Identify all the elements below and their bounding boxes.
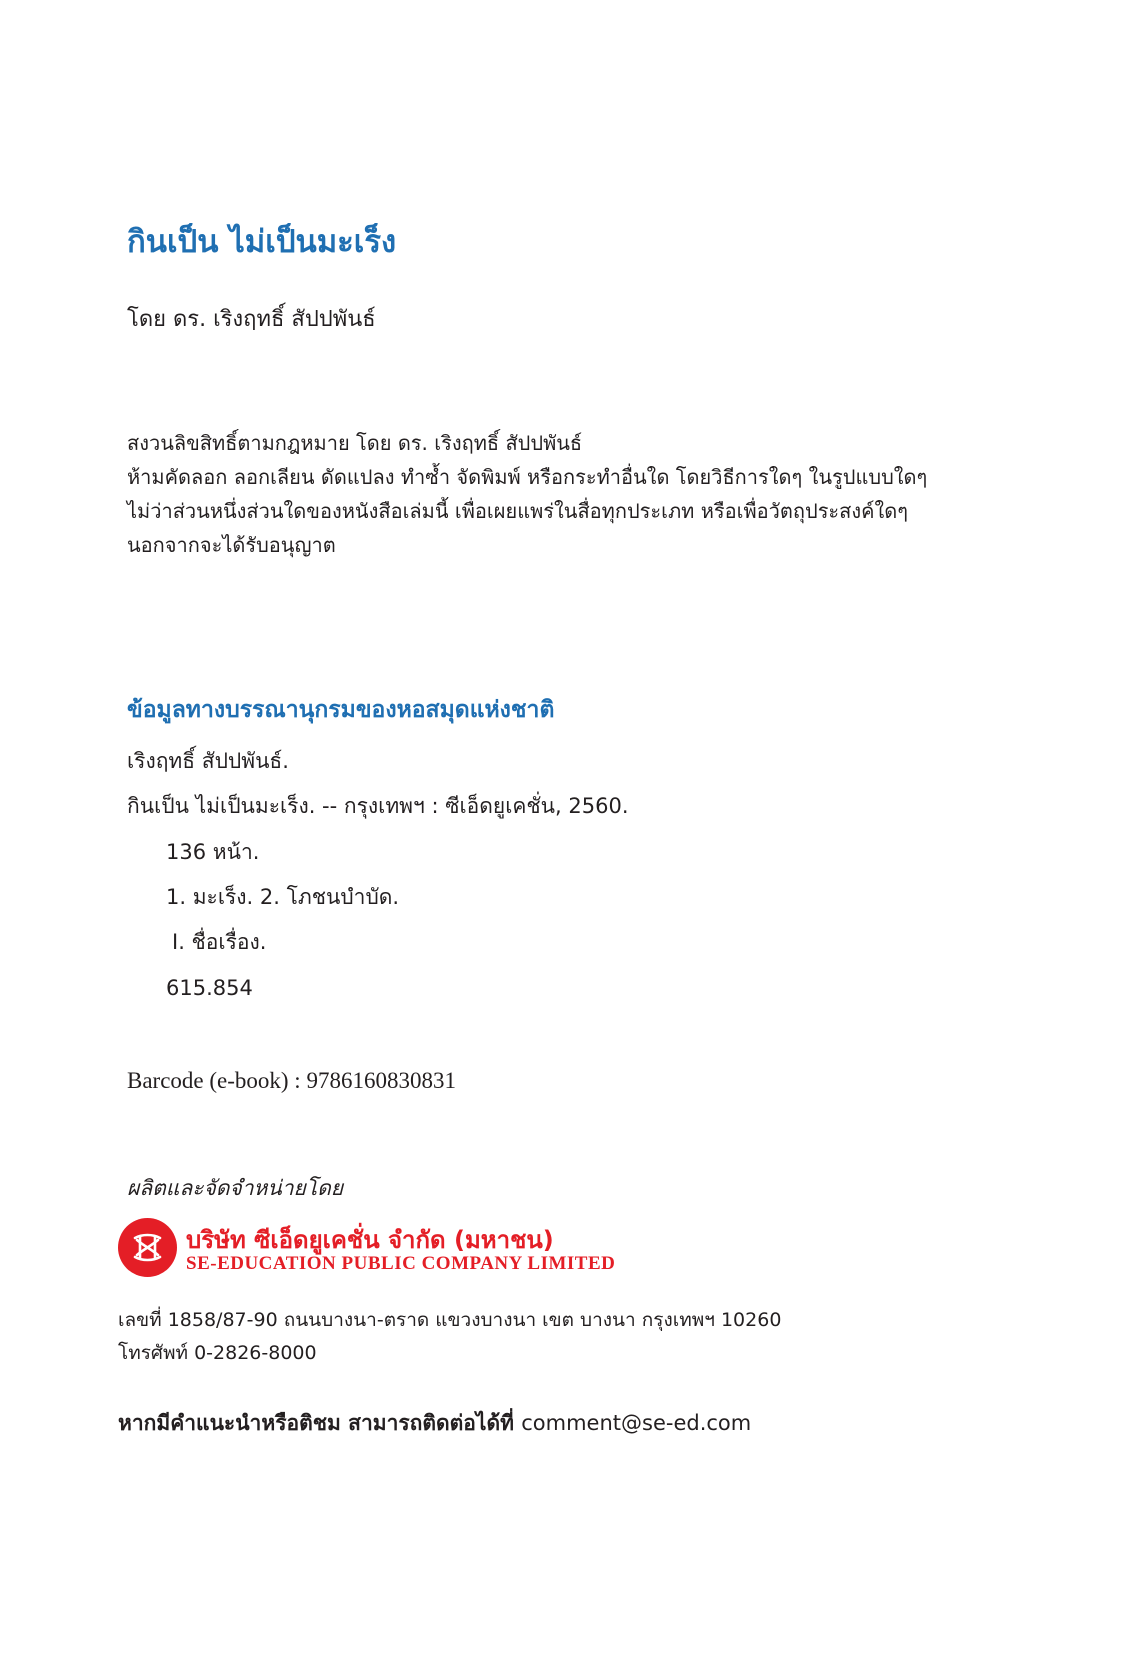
copyright-line: นอกจากจะได้รับอนุญาต xyxy=(127,533,336,557)
feedback-label: หากมีคำแนะนำหรือติชม สามารถติดต่อได้ที่ xyxy=(118,1411,514,1435)
publisher-address-block xyxy=(118,1304,781,1370)
publisher-name-th: บริษัท ซีเอ็ดยูเคชั่น จำกัด (มหาชน) xyxy=(186,1226,554,1254)
produced-by-label: ผลิตและจัดจำหน่ายโดย xyxy=(127,1176,344,1200)
cip-heading: ข้อมูลทางบรรณานุกรมของหอสมุดแห่งชาติ xyxy=(127,697,555,723)
copyright-line: ไม่ว่าส่วนหนึ่งส่วนใดของหนังสือเล่มนี้ เพื่อเผยแพร่ในสื่อทุกประเภท หรือเพื่อวัตถุประสงค์ใดๆ xyxy=(127,499,909,523)
publisher-name-en: SE-EDUCATION PUBLIC COMPANY LIMITED xyxy=(186,1253,616,1274)
barcode-isbn: Barcode (e-book) : 9786160830831 xyxy=(127,1068,456,1093)
author-line: โดย ดร. เริงฤทธิ์ สัปปพันธ์ xyxy=(127,307,376,332)
feedback-email-link[interactable]: comment@se-ed.com xyxy=(521,1411,752,1435)
cip-title-entry: I. ชื่อเรื่อง. xyxy=(172,930,267,954)
cip-subjects: 1. มะเร็ง. 2. โภชนบำบัด. xyxy=(166,885,400,909)
copyright-line: สงวนลิขสิทธิ์ตามกฎหมาย โดย ดร. เริงฤทธิ์ สัปปพันธ์ xyxy=(127,431,583,455)
feedback-contact xyxy=(118,1407,751,1440)
cip-pages: 136 หน้า. xyxy=(166,840,260,864)
cip-classification: 615.854 xyxy=(166,976,253,1000)
cip-author: เริงฤทธิ์ สัปปพันธ์. xyxy=(127,749,289,773)
copyright-line: ห้ามคัดลอก ลอกเลียน ดัดแปลง ทำซ้ำ จัดพิมพ์ หรือกระทำอื่นใด โดยวิธีการใดๆ ในรูปแบบใดๆ xyxy=(127,465,928,489)
publisher-phone: โทรศัพท์ 0-2826-8000 xyxy=(118,1342,317,1364)
cip-title-line: กินเป็น ไม่เป็นมะเร็ง. -- กรุงเทพฯ : ซีเอ็ดยูเคชั่น, 2560. xyxy=(127,794,629,818)
copyright-notice xyxy=(127,426,927,562)
se-ed-logo-icon xyxy=(118,1218,177,1277)
book-title: กินเป็น ไม่เป็นมะเร็ง xyxy=(127,224,397,260)
publisher-address: เลขที่ 1858/87-90 ถนนบางนา-ตราด แขวงบางนา เขต บางนา กรุงเทพฯ 10260 xyxy=(118,1309,782,1331)
